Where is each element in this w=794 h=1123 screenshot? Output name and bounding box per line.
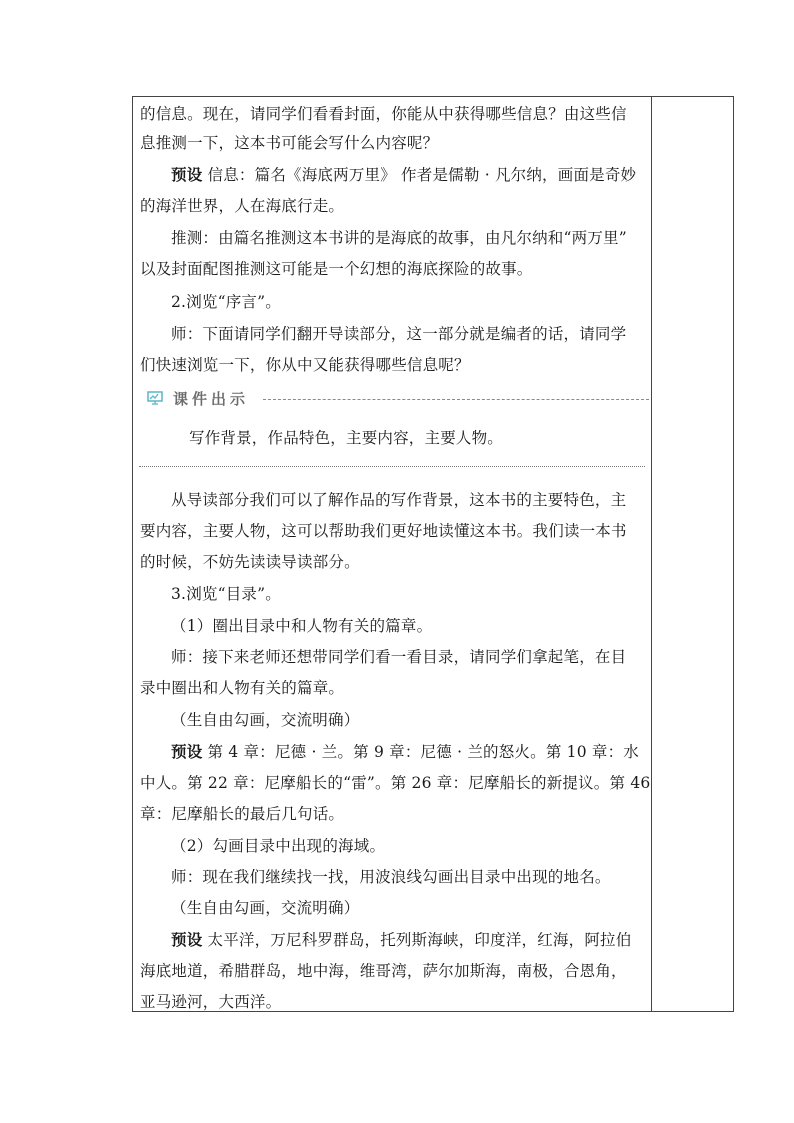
- text-line: 们快速浏览一下，你从中又能获得哪些信息呢？: [140, 356, 470, 374]
- preset-text: 信息：篇名《海底两万里》 作者是儒勒 · 凡尔纳，画面是奇妙: [202, 166, 637, 184]
- text-line: 推测：由篇名推测这本书讲的是海底的故事，由凡尔纳和“两万里”: [171, 229, 627, 247]
- text-line: （生自由勾画，交流明确）: [171, 899, 360, 917]
- section-heading: 2.浏览“序言”。: [171, 293, 281, 311]
- preset-text: 第 4 章：尼德 · 兰。第 9 章：尼德 · 兰的怒火。第 10 章：水: [202, 743, 640, 761]
- text-line: 师：下面请同学们翻开导读部分，这一部分就是编者的话，请同学: [171, 325, 627, 343]
- courseware-text: 写作背景，作品特色，主要内容，主要人物。: [189, 429, 504, 447]
- text-line: 以及封面配图推测这可能是一个幻想的海底探险的故事。: [140, 260, 533, 278]
- preset-label: 预设: [171, 165, 203, 184]
- text-line: 师：接下来老师还想带同学们看一看目录，请同学们拿起笔，在目: [171, 648, 627, 666]
- presentation-icon: [147, 391, 163, 405]
- text-line: 师：现在我们继续找一找，用波浪线勾画出目录中出现的地名。: [171, 868, 611, 886]
- preset-paragraph: [171, 165, 645, 185]
- subsection-heading: （2）勾画目录中出现的海域。: [171, 837, 386, 855]
- table-column-divider: [651, 97, 652, 1011]
- text-line: 海底地道，希腊群岛，地中海，维哥湾，萨尔加斯海，南极，合恩角，: [140, 962, 627, 980]
- text-line: 要内容，主要人物，这可以帮助我们更好地读懂这本书。我们读一本书: [140, 522, 627, 540]
- preset-label: 预设: [171, 742, 203, 761]
- preset-label: 预设: [171, 930, 203, 949]
- text-line: （生自由勾画，交流明确）: [171, 711, 360, 729]
- courseware-label: 课件出示: [173, 390, 250, 408]
- preset-paragraph: [171, 742, 645, 762]
- text-line: 的海洋世界，人在海底行走。: [140, 197, 345, 215]
- lesson-content-cell: [133, 97, 651, 1011]
- banner-dashed-rule: [263, 399, 649, 400]
- text-line: 中人。第 22 章：尼摩船长的“雷”。第 26 章：尼摩船长的新提议。第 46: [140, 774, 651, 792]
- preset-paragraph: [171, 930, 645, 950]
- text-line: 章：尼摩船长的最后几句话。: [140, 805, 345, 823]
- text-line: 的信息。现在，请同学们看看封面，你能从中获得哪些信息？由这些信: [140, 105, 627, 123]
- courseware-banner: [143, 387, 649, 411]
- text-line: 的时候，不妨先读读导读部分。: [140, 553, 360, 571]
- text-line: 录中圈出和人物有关的篇章。: [140, 679, 345, 697]
- text-line: 息推测一下，这本书可能会写什么内容呢？: [140, 134, 439, 152]
- subsection-heading: （1）圈出目录中和人物有关的篇章。: [171, 617, 433, 635]
- dotted-separator: [139, 466, 645, 467]
- section-heading: 3.浏览“目录”。: [171, 585, 281, 603]
- text-line: 亚马逊河，大西洋。: [140, 993, 282, 1011]
- text-line: 从导读部分我们可以了解作品的写作背景，这本书的主要特色，主: [171, 491, 627, 509]
- lesson-table: [132, 96, 734, 1012]
- preset-text: 太平洋，万尼科罗群岛，托列斯海峡，印度洋，红海，阿拉伯: [202, 931, 632, 949]
